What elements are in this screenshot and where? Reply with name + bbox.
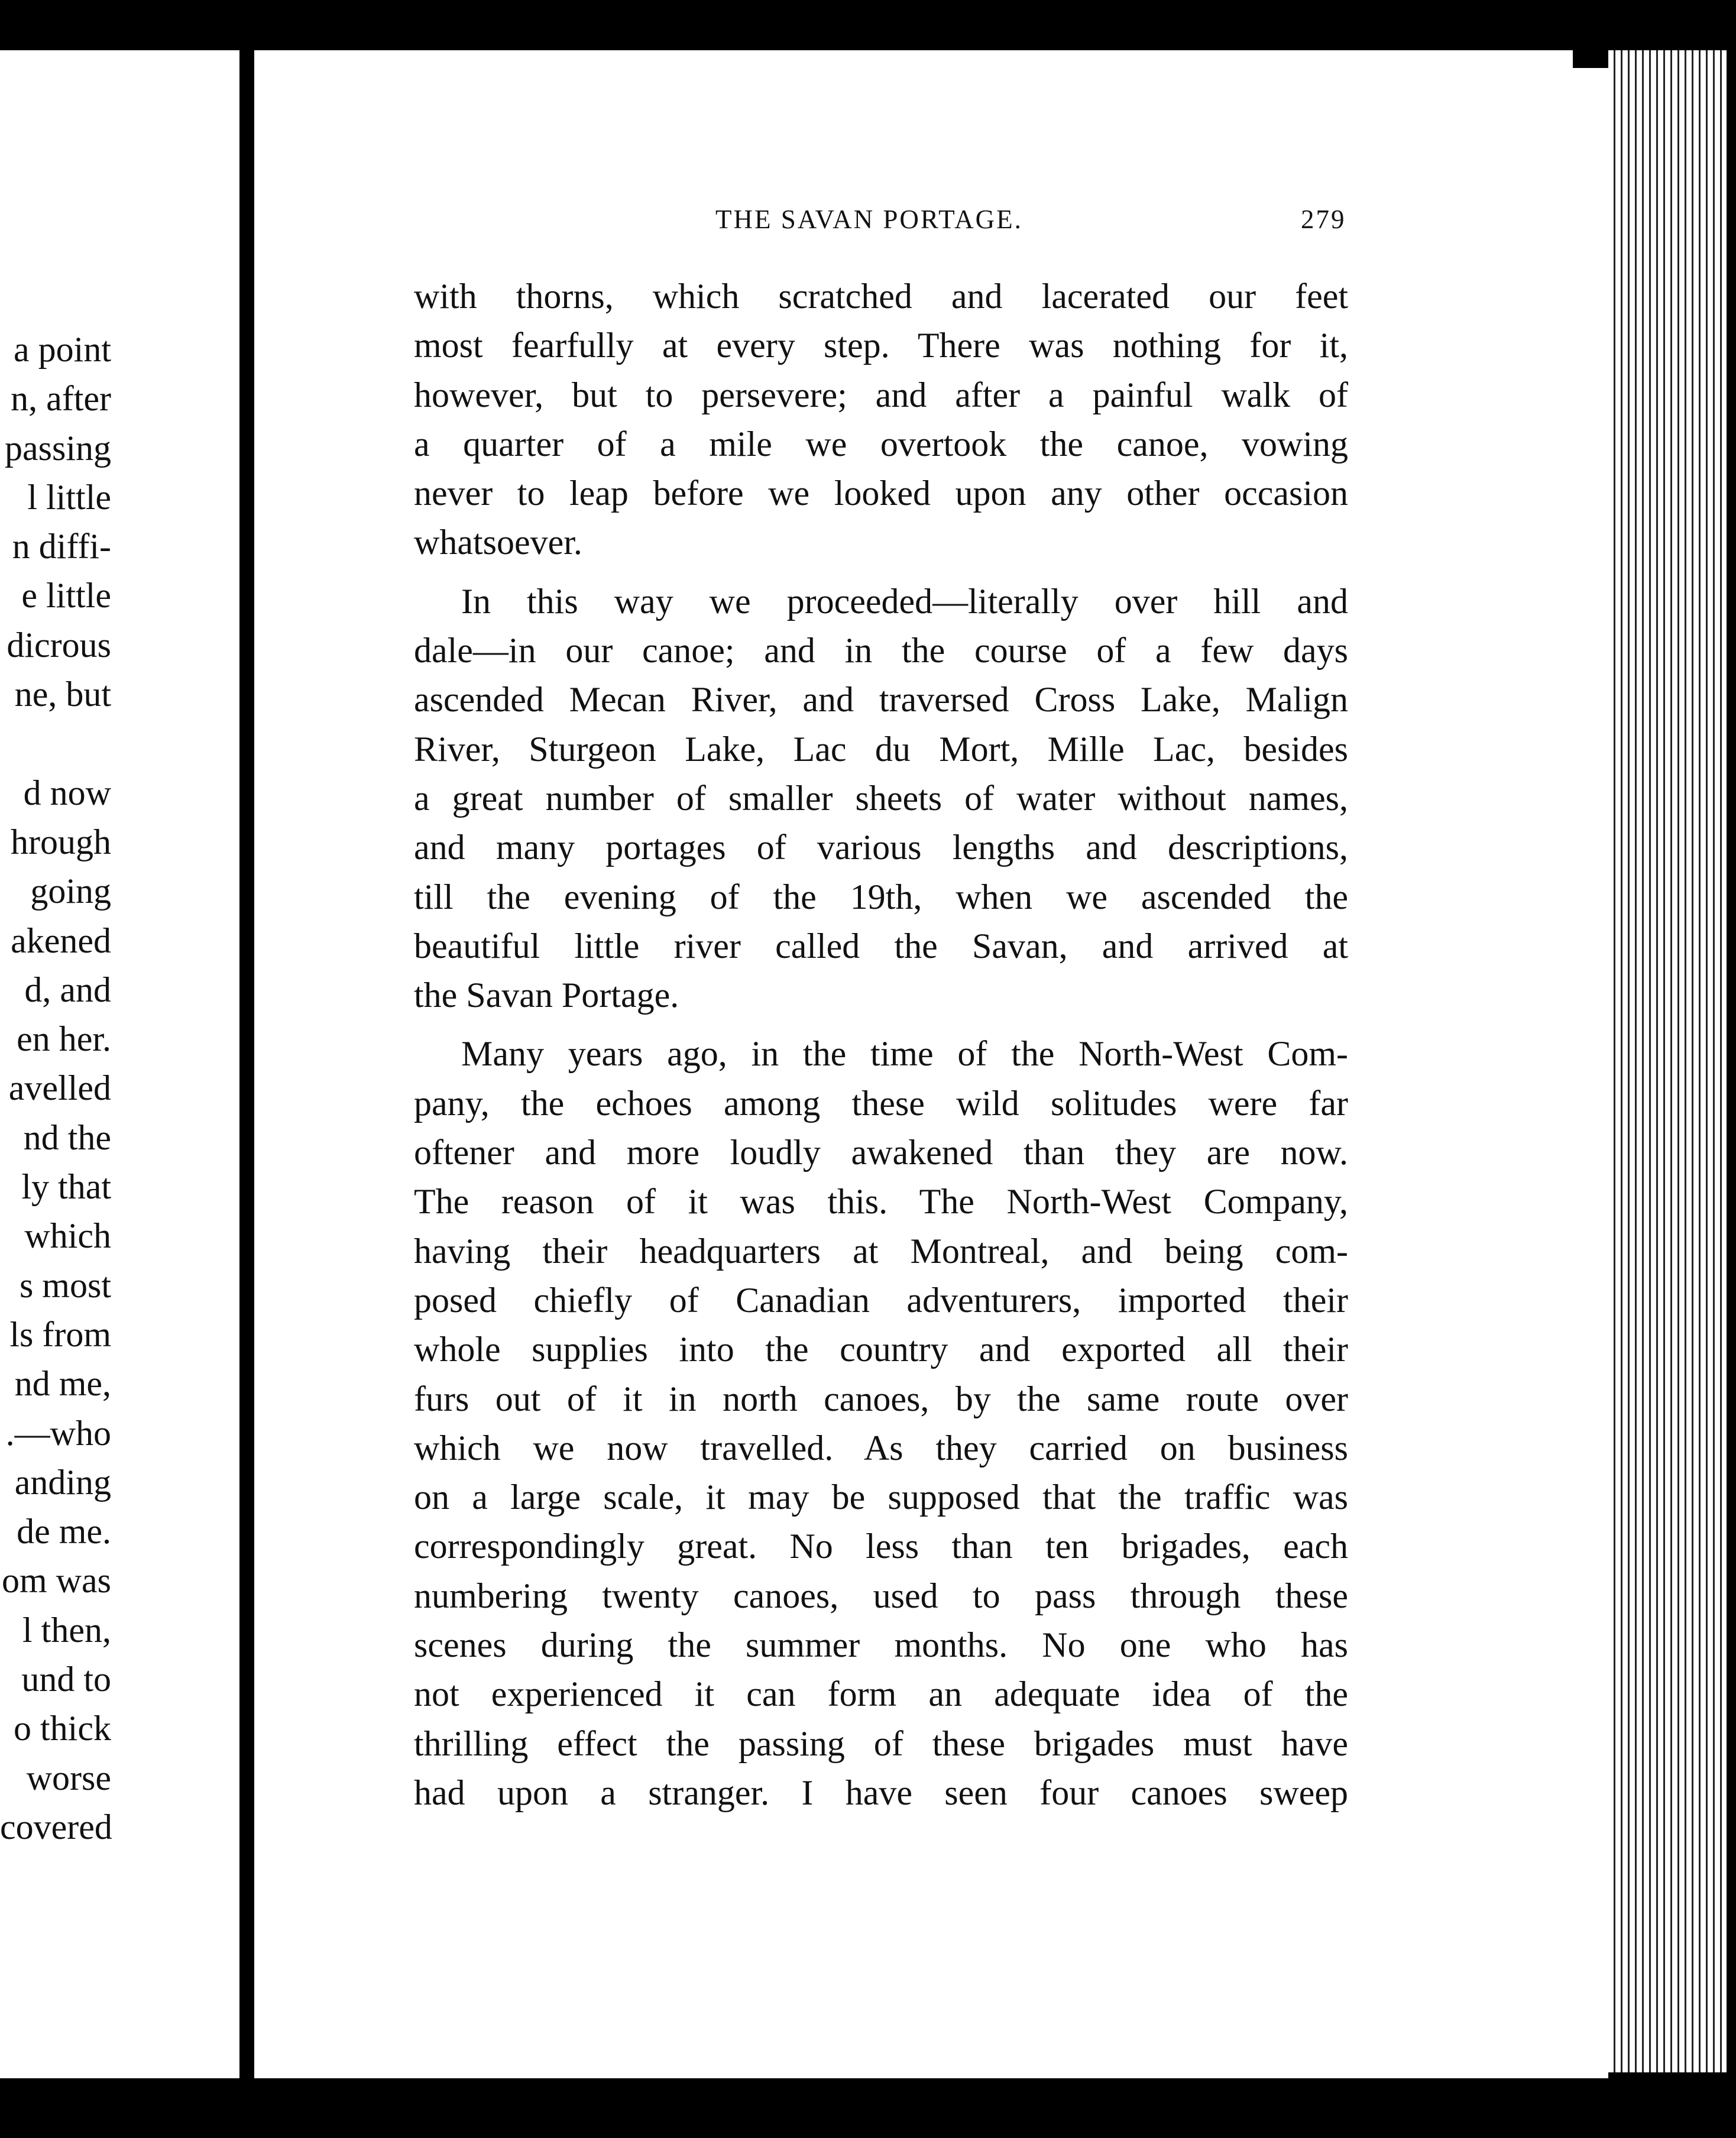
text-line: pany, the echoes among these wild solitudes were far	[414, 1083, 1348, 1123]
text-line: furs out of it in north canoes, by the same route over	[414, 1379, 1348, 1418]
text-line: ascended Mecan River, and traversed Cross Lake, Malign	[414, 680, 1348, 720]
text-line: numbering twenty canoes, used to pass through these	[414, 1576, 1348, 1615]
left-page-line: anding	[14, 1462, 111, 1502]
left-page-line: hrough	[11, 822, 111, 861]
left-page-line: de me.	[17, 1512, 111, 1551]
text-line: whatsoever.	[414, 523, 582, 562]
left-page-line: d now	[23, 773, 111, 812]
text-line: The reason of it was this. The North-West Company,	[414, 1182, 1348, 1222]
text-line: scenes during the summer months. No one who has	[414, 1625, 1348, 1665]
left-page-text-fragments	[0, 325, 111, 1852]
text-line: whole supplies into the country and exported all their	[414, 1330, 1348, 1369]
text-line: posed chiefly of Canadian adventurers, imported their	[414, 1280, 1348, 1320]
text-line: with thorns, which scratched and lacerated our feet	[414, 277, 1348, 316]
left-page-line: going	[30, 872, 111, 911]
left-page-line: l little	[27, 477, 111, 517]
text-line: on a large scale, it may be supposed that the traffic was	[414, 1478, 1348, 1517]
left-page-line: ne, but	[14, 675, 111, 714]
text-line: the Savan Portage.	[414, 976, 679, 1015]
text-line: correspondingly great. No less than ten brigades, each	[414, 1527, 1348, 1566]
text-line: beautiful little river called the Savan, and arrived at	[414, 926, 1348, 966]
running-title: THE SAVAN PORTAGE.	[715, 205, 1023, 234]
text-line: In this way we proceeded—literally over hill and	[461, 581, 1348, 621]
paragraph-gap	[414, 568, 1348, 577]
left-facing-page	[0, 50, 248, 2078]
left-page-line: worse	[26, 1758, 111, 1797]
text-line: never to leap before we looked upon any other occasion	[414, 474, 1348, 513]
paragraph-gap	[414, 1020, 1348, 1029]
left-page-line: nd the	[23, 1117, 111, 1157]
left-page-line	[0, 719, 111, 768]
text-line: a quarter of a mile we overtook the canoe, vowing	[414, 424, 1348, 464]
left-page-line: akened	[11, 921, 111, 960]
left-page-line: ly that	[21, 1167, 111, 1207]
left-page-line: n, after	[11, 379, 111, 419]
text-line: Many years ago, in the time of the North-West Com-	[461, 1034, 1348, 1074]
left-page-line: avelled	[8, 1068, 111, 1108]
text-line: till the evening of the 19th, when we ascended the	[414, 877, 1348, 916]
left-page-line: d, and	[24, 970, 111, 1009]
left-page-line: om was	[2, 1561, 111, 1601]
left-page-line: covered	[0, 1807, 112, 1847]
text-line: had upon a stranger. I have seen four canoes sweep	[414, 1773, 1348, 1812]
left-page-line: en her.	[17, 1019, 111, 1059]
page-body-text	[414, 272, 1348, 1818]
page-edges-stack	[1608, 50, 1727, 2072]
text-line: most fearfully at every step. There was nothing for it,	[414, 326, 1348, 365]
text-line: which we now travelled. As they carried on business	[414, 1428, 1348, 1468]
text-line: thrilling effect the passing of these brigades must have	[414, 1724, 1348, 1763]
text-line: and many portages of various lengths and descriptions,	[414, 828, 1348, 867]
left-page-line: und to	[21, 1660, 111, 1699]
left-page-line: dicrous	[7, 625, 111, 665]
text-line: not experienced it can form an adequate idea of the	[414, 1674, 1348, 1714]
left-page-line: .—who	[5, 1413, 111, 1453]
text-line: having their headquarters at Montreal, and being com-	[414, 1231, 1348, 1271]
page-number: 279	[1301, 205, 1346, 234]
left-page-line: e little	[21, 576, 111, 616]
left-page-line: ls from	[9, 1314, 111, 1354]
scan-bottom-border	[0, 2078, 1736, 2138]
page-header	[715, 204, 1354, 245]
left-page-line: which	[24, 1216, 111, 1256]
text-line: a great number of smaller sheets of water without names,	[414, 778, 1348, 818]
left-page-line: n diffi-	[12, 527, 111, 566]
left-page-line: s most	[19, 1265, 111, 1305]
text-line: however, but to persevere; and after a painful walk of	[414, 375, 1348, 414]
text-line: oftener and more loudly awakened than they are now.	[414, 1133, 1348, 1172]
left-page-line: nd me,	[14, 1364, 111, 1404]
text-line: River, Sturgeon Lake, Lac du Mort, Mille Lac, besides	[414, 729, 1348, 769]
left-page-line: passing	[5, 428, 111, 468]
text-line: dale—in our canoe; and in the course of a few days	[414, 631, 1348, 670]
left-page-line: a point	[14, 330, 111, 369]
left-page-line: l then,	[22, 1610, 111, 1650]
left-page-line: o thick	[14, 1709, 111, 1748]
